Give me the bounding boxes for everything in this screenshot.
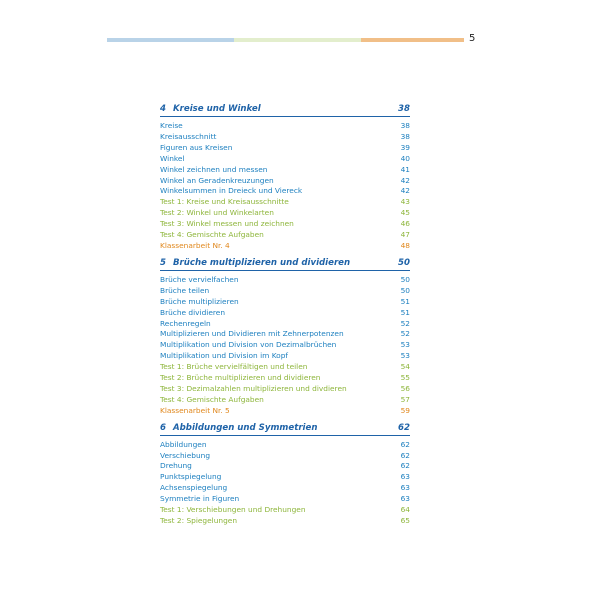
toc-entry[interactable]	[160, 132, 410, 143]
entry-page: 62	[400, 450, 410, 460]
entry-label: Multiplizieren und Dividieren mit Zehnerpotenzen	[160, 329, 344, 339]
entry-page: 42	[400, 186, 410, 196]
entry-label: Winkel	[160, 153, 185, 163]
entry-page: 63	[400, 472, 410, 482]
toc-entry[interactable]	[160, 186, 410, 197]
entry-page: 59	[400, 405, 410, 415]
toc-entry[interactable]	[160, 275, 410, 286]
entry-label: Brüche dividieren	[160, 307, 226, 317]
entry-label: Test 2: Spiegelungen	[160, 516, 238, 525]
entry-label: Test 4: Gemischte Aufgaben	[160, 394, 264, 404]
entry-label: Test 3: Winkel messen und zeichnen	[160, 219, 294, 229]
entry-page: 50	[400, 274, 410, 284]
entry-page: 65	[400, 516, 410, 525]
entry-page: 39	[400, 142, 410, 152]
entry-label: Klassenarbeit Nr. 5	[160, 405, 230, 415]
entry-page: 62	[400, 439, 410, 449]
entry-page: 50	[400, 285, 410, 295]
entry-page: 53	[400, 351, 410, 361]
entry-page: 40	[400, 153, 410, 163]
entry-page: 53	[400, 340, 410, 350]
entry-page: 63	[400, 494, 410, 504]
header-bar-green	[234, 38, 361, 42]
entry-page: 62	[400, 461, 410, 471]
toc-entry[interactable]	[160, 406, 410, 417]
section-page: 38	[398, 104, 410, 114]
entry-label: Kreisausschnitt	[160, 131, 217, 141]
entry-label: Rechenregeln	[160, 318, 211, 328]
toc-section	[160, 423, 410, 527]
entry-label: Drehung	[160, 461, 192, 471]
toc-entry[interactable]	[160, 351, 410, 362]
section-page: 62	[398, 422, 410, 433]
section-heading-text	[160, 423, 317, 433]
toc-entry[interactable]	[160, 483, 410, 494]
entry-label: Figuren aus Kreisen	[160, 142, 233, 152]
entry-page: 54	[400, 362, 410, 372]
toc-entry[interactable]	[160, 241, 410, 252]
entry-page: 51	[400, 296, 410, 306]
entry-label: Test 1: Kreise und Kreisausschnitte	[160, 197, 289, 207]
entry-page: 52	[400, 329, 410, 339]
toc-entry[interactable]	[160, 440, 410, 451]
entry-label: Achsenspiegelung	[160, 483, 228, 493]
entry-page: 46	[400, 219, 410, 229]
entry-label: Abbildungen	[160, 439, 207, 449]
section-page: 50	[398, 257, 410, 268]
section-title: Brüche multiplizieren und dividieren	[172, 257, 351, 268]
entry-label: Symmetrie in Figuren	[160, 494, 240, 504]
toc-entry[interactable]	[160, 176, 410, 187]
toc-entry[interactable]	[160, 219, 410, 230]
entry-label: Winkel an Geradenkreuzungen	[160, 175, 274, 185]
toc-entry[interactable]	[160, 461, 410, 472]
entry-page: 42	[400, 175, 410, 185]
entry-page: 48	[400, 240, 410, 250]
section-heading[interactable]	[160, 258, 410, 271]
section-title: Kreise und Winkel	[172, 104, 261, 114]
toc-entry[interactable]	[160, 208, 410, 219]
toc-entry[interactable]	[160, 197, 410, 208]
toc-section	[160, 258, 410, 417]
entry-label: Test 1: Brüche vervielfältigen und teilen	[160, 362, 308, 372]
toc-entry[interactable]	[160, 384, 410, 395]
section-heading-text	[160, 104, 261, 114]
entry-page: 63	[400, 483, 410, 493]
entry-label: Multiplikation und Division von Dezimalbrüchen	[160, 340, 337, 350]
toc-entry[interactable]	[160, 329, 410, 340]
toc-entry[interactable]	[160, 340, 410, 351]
entry-page: 41	[400, 164, 410, 174]
toc-entry[interactable]	[160, 451, 410, 462]
toc-entry[interactable]	[160, 121, 410, 132]
toc-entry[interactable]	[160, 373, 410, 384]
toc-entry[interactable]	[160, 165, 410, 176]
toc-entry[interactable]	[160, 505, 410, 516]
toc-entry[interactable]	[160, 286, 410, 297]
entry-page: 55	[400, 373, 410, 383]
header-bar-blue	[107, 38, 234, 42]
toc-entry[interactable]	[160, 362, 410, 373]
page-number: 5	[469, 33, 476, 44]
entry-label: Punktspiegelung	[160, 472, 222, 482]
toc-entry[interactable]	[160, 143, 410, 154]
entry-label: Verschiebung	[160, 450, 211, 460]
toc-section	[160, 104, 410, 252]
entry-page: 52	[400, 318, 410, 328]
entry-page: 47	[400, 230, 410, 240]
entry-label: Brüche multiplizieren	[160, 296, 239, 306]
header-color-bar	[107, 38, 464, 42]
entry-label: Test 3: Dezimalzahlen multiplizieren und divdieren	[160, 383, 347, 393]
entry-page: 38	[400, 131, 410, 141]
entry-page: 43	[400, 197, 410, 207]
toc-entry[interactable]	[160, 154, 410, 165]
entry-label: Brüche teilen	[160, 285, 210, 295]
entry-label: Kreise	[160, 121, 183, 130]
entry-page: 56	[400, 383, 410, 393]
section-number: 5	[160, 257, 166, 268]
entry-label: Winkelsummen in Dreieck und Viereck	[160, 186, 303, 196]
entry-label: Multiplikation und Division im Kopf	[160, 351, 288, 361]
toc-entry[interactable]	[160, 230, 410, 241]
entry-label: Test 2: Brüche multiplizieren und dividieren	[160, 373, 321, 383]
entry-label: Test 4: Gemischte Aufgaben	[160, 230, 264, 240]
section-heading-text	[160, 258, 350, 268]
entry-page: 45	[400, 208, 410, 218]
entry-label: Klassenarbeit Nr. 4	[160, 240, 230, 250]
toc-entry[interactable]	[160, 494, 410, 505]
toc-entry[interactable]	[160, 516, 410, 527]
section-title: Abbildungen und Symmetrien	[172, 422, 318, 433]
table-of-contents	[160, 104, 410, 533]
entry-label: Winkel zeichnen und messen	[160, 164, 268, 174]
entry-page: 57	[400, 394, 410, 404]
entry-page: 64	[400, 505, 410, 515]
entry-page: 51	[400, 307, 410, 317]
section-heading[interactable]	[160, 423, 410, 436]
entry-label: Brüche vervielfachen	[160, 274, 239, 284]
toc-entry[interactable]	[160, 319, 410, 330]
section-number: 6	[160, 422, 166, 433]
header-bar-orange	[361, 38, 464, 42]
toc-entry[interactable]	[160, 472, 410, 483]
toc-entry[interactable]	[160, 297, 410, 308]
section-heading[interactable]	[160, 104, 410, 117]
entry-label: Test 1: Verschiebungen und Drehungen	[160, 505, 306, 515]
toc-entry[interactable]	[160, 308, 410, 319]
toc-entry[interactable]	[160, 395, 410, 406]
entry-page: 38	[400, 121, 410, 130]
entry-label: Test 2: Winkel und Winkelarten	[160, 208, 274, 218]
section-number: 4	[160, 104, 166, 114]
